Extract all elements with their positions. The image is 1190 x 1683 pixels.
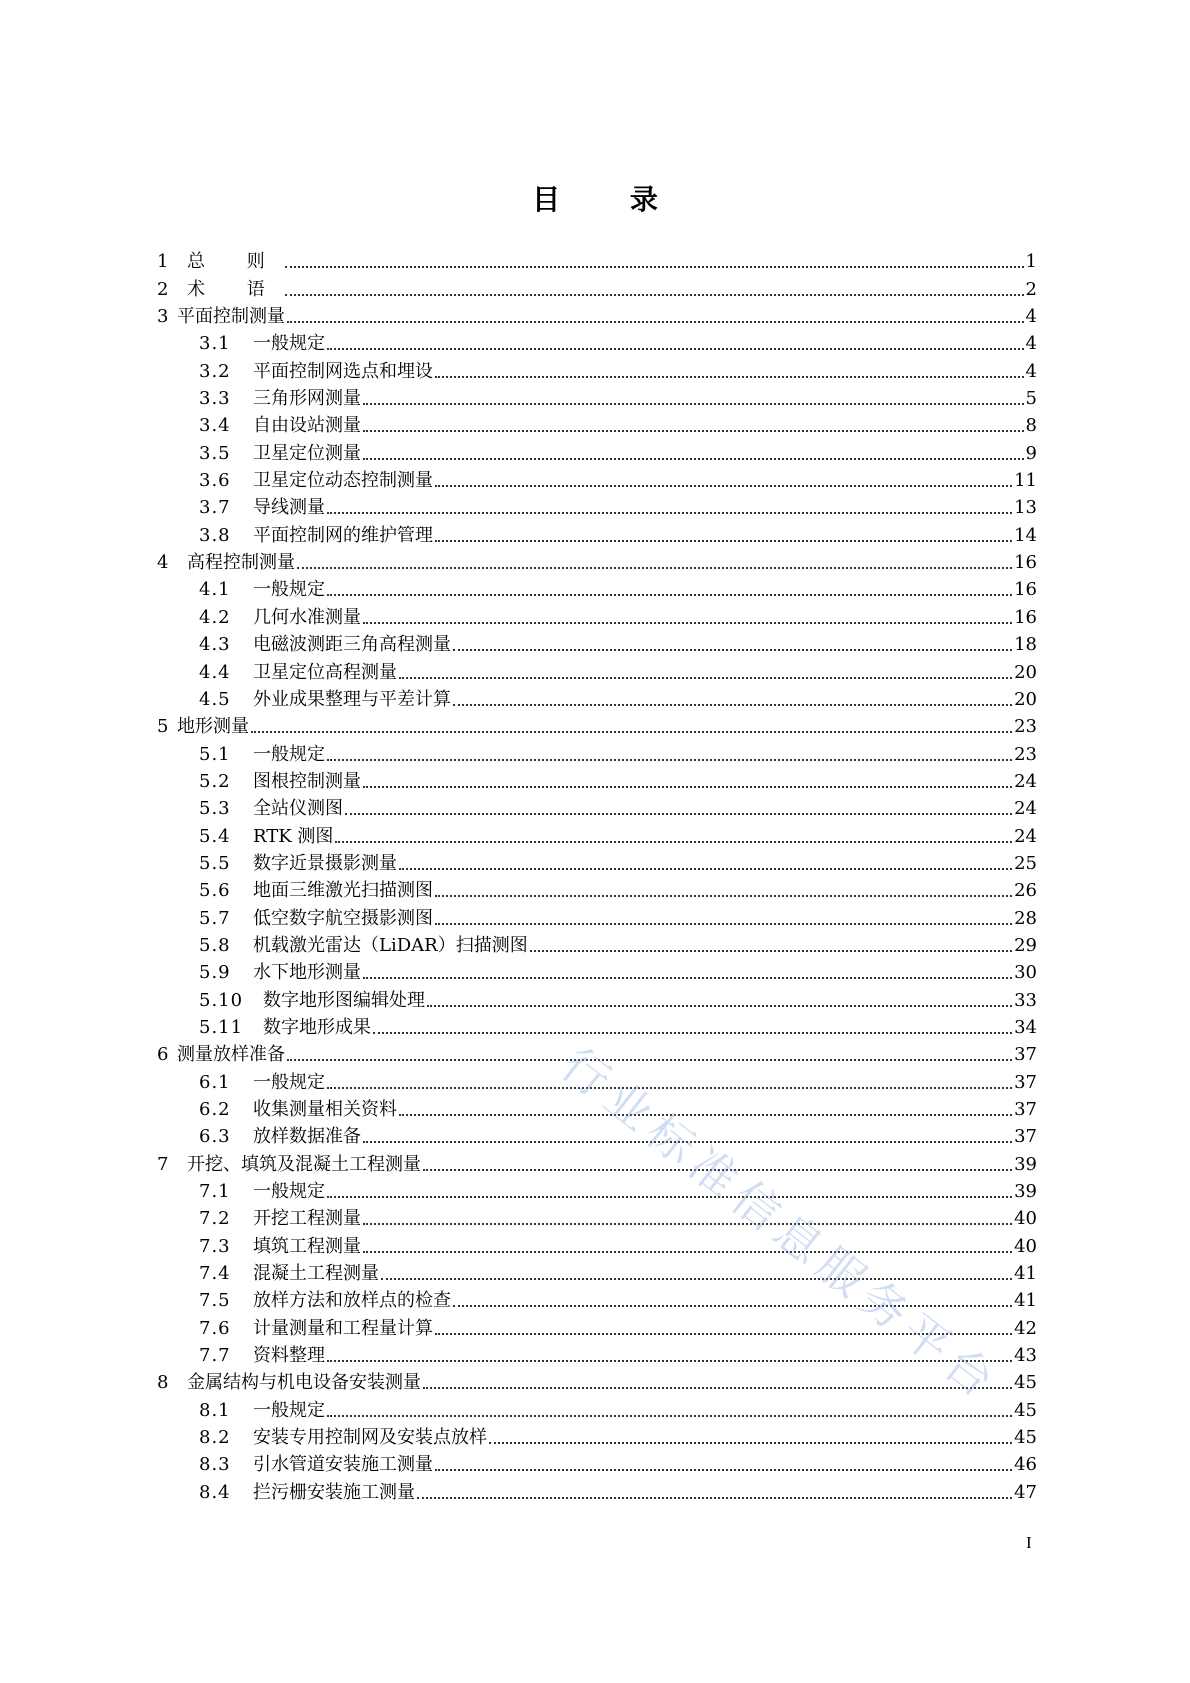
toc-dot-leader (435, 1333, 1012, 1335)
toc-dot-leader (435, 376, 1024, 378)
toc-entry-number: 4.5 (199, 688, 231, 710)
toc-entry-title: 地面三维激光扫描测图 (253, 880, 433, 902)
toc-section-entry[interactable] (157, 793, 1037, 820)
toc-entry-page: 16 (1014, 579, 1037, 601)
toc-dot-leader (373, 1032, 1012, 1034)
toc-section-entry[interactable] (157, 1258, 1037, 1285)
toc-dot-leader (297, 567, 1012, 569)
toc-entry-number: 7.2 (199, 1208, 231, 1230)
toc-dot-leader (285, 266, 1024, 268)
toc-section-entry[interactable] (157, 437, 1037, 464)
table-of-contents (157, 246, 1037, 1504)
toc-section-entry[interactable] (157, 957, 1037, 984)
toc-entry-title: RTK 测图 (253, 825, 334, 847)
toc-section-entry[interactable] (157, 738, 1037, 765)
toc-dot-leader (345, 813, 1012, 815)
toc-entry-title: 数字近景摄影测量 (253, 852, 397, 874)
toc-entry-title: 收集测量相关资料 (253, 1099, 397, 1120)
toc-section-entry[interactable] (157, 875, 1037, 902)
toc-entry-title: 图根控制测量 (253, 770, 361, 792)
toc-dot-leader (381, 1278, 1012, 1280)
toc-dot-leader (363, 622, 1012, 624)
toc-section-entry[interactable] (157, 383, 1037, 410)
toc-entry-page: 1 (1025, 251, 1037, 273)
toc-entry-number: 3.5 (199, 442, 231, 464)
toc-dot-leader (423, 1387, 1012, 1389)
toc-dot-leader (423, 1169, 1012, 1171)
toc-dot-leader (399, 1114, 1012, 1116)
toc-dot-leader (363, 458, 1024, 460)
toc-entry-title: 外业成果整理与平差计算 (253, 688, 451, 710)
toc-dot-leader (435, 1469, 1012, 1471)
toc-dot-leader (363, 977, 1012, 979)
toc-entry-title: 一般规定 (253, 743, 325, 765)
toc-section-entry[interactable] (157, 355, 1037, 382)
toc-entry-number: 8.4 (199, 1481, 231, 1503)
toc-section-entry[interactable] (157, 1121, 1037, 1148)
toc-entry-page: 41 (1014, 1263, 1037, 1285)
toc-entry-number: 5.2 (199, 770, 231, 792)
toc-entry-page: 5 (1025, 388, 1037, 410)
toc-entry-title: 术 语 (187, 278, 283, 300)
toc-entry-title: 计量测量和工程量计算 (253, 1317, 433, 1339)
toc-entry-number: 3.2 (199, 360, 231, 382)
toc-dot-leader (363, 1251, 1012, 1253)
toc-chapter-entry[interactable] (157, 246, 1037, 273)
toc-entry-number: 5.11 (199, 1016, 244, 1038)
toc-entry-page: 34 (1014, 1016, 1037, 1038)
toc-section-entry[interactable] (157, 1094, 1037, 1121)
toc-entry-page: 24 (1014, 825, 1037, 847)
toc-entry-number: 2 (157, 278, 169, 300)
toc-entry-page: 43 (1014, 1345, 1037, 1367)
toc-entry-title: 填筑工程测量 (253, 1235, 361, 1257)
toc-entry-page: 16 (1014, 606, 1037, 628)
toc-entry-page: 2 (1025, 278, 1037, 300)
toc-entry-page: 20 (1014, 661, 1037, 683)
toc-entry-number: 5.7 (199, 907, 231, 929)
toc-section-entry[interactable] (157, 1012, 1037, 1039)
toc-dot-leader (327, 1415, 1012, 1417)
toc-chapter-entry[interactable] (157, 547, 1037, 574)
toc-entry-number: 4.2 (199, 606, 231, 628)
toc-dot-leader (363, 403, 1024, 405)
toc-entry-title: 自由设站测量 (253, 415, 361, 437)
toc-entry-page: 37 (1014, 1126, 1037, 1148)
toc-entry-number: 3.3 (199, 388, 231, 410)
toc-dot-leader (489, 1442, 1012, 1444)
toc-entry-title: 引水管道安装施工测量 (253, 1454, 433, 1476)
toc-section-entry[interactable] (157, 820, 1037, 847)
toc-section-entry[interactable] (157, 1422, 1037, 1449)
watermark: 行业标准信息服务平台 (551, 1037, 1010, 1413)
toc-entry-number: 3.1 (199, 333, 231, 355)
toc-chapter-entry[interactable] (157, 1367, 1037, 1394)
toc-section-entry[interactable] (157, 492, 1037, 519)
toc-entry-number: 5.8 (199, 934, 231, 956)
toc-section-entry[interactable] (157, 629, 1037, 656)
page-number: I (1026, 1533, 1032, 1552)
toc-entry-page: 11 (1014, 470, 1037, 492)
toc-entry-page: 33 (1014, 989, 1037, 1011)
toc-entry-page: 37 (1014, 1099, 1037, 1120)
toc-entry-number: 3.6 (199, 470, 231, 492)
toc-entry-page: 18 (1014, 634, 1037, 656)
page-title: 目 录 (532, 183, 688, 216)
toc-section-entry[interactable] (157, 1285, 1037, 1312)
toc-section-entry[interactable] (157, 574, 1037, 601)
toc-section-entry[interactable] (157, 465, 1037, 492)
toc-entry-number: 7.3 (199, 1235, 231, 1257)
toc-section-entry[interactable] (157, 1176, 1037, 1203)
toc-entry-title: 数字地形图编辑处理 (263, 989, 425, 1011)
toc-entry-number: 7.1 (199, 1181, 231, 1203)
toc-entry-page: 45 (1014, 1399, 1037, 1421)
toc-section-entry[interactable] (157, 684, 1037, 711)
toc-entry-page: 8 (1025, 415, 1037, 437)
toc-dot-leader (435, 895, 1012, 897)
toc-section-entry[interactable] (157, 1340, 1037, 1367)
toc-dot-leader (327, 348, 1024, 350)
toc-section-entry[interactable] (157, 1394, 1037, 1421)
toc-entry-number: 4.4 (199, 661, 231, 683)
toc-entry-number: 5.9 (199, 962, 231, 984)
toc-dot-leader (251, 731, 1012, 733)
toc-section-entry[interactable] (157, 902, 1037, 929)
toc-dot-leader (363, 430, 1024, 432)
toc-entry-title: 放样方法和放样点的检查 (253, 1290, 451, 1312)
toc-entry-page: 41 (1014, 1290, 1037, 1312)
toc-entry-number: 8.2 (199, 1427, 231, 1449)
toc-entry-page: 30 (1014, 962, 1037, 984)
toc-entry-number: 3.4 (199, 415, 231, 437)
toc-entry-title: 一般规定 (253, 1181, 325, 1203)
toc-dot-leader (435, 923, 1012, 925)
toc-entry-title: 一般规定 (253, 1071, 325, 1093)
toc-dot-leader (427, 1005, 1012, 1007)
toc-entry-number: 5 (157, 716, 169, 738)
toc-entry-title: 资料整理 (253, 1345, 325, 1367)
toc-entry-title: 三角形网测量 (253, 388, 361, 410)
toc-entry-page: 29 (1014, 934, 1037, 956)
toc-entry-title: 拦污栅安装施工测量 (253, 1481, 415, 1503)
toc-dot-leader (435, 485, 1012, 487)
toc-entry-title: 混凝土工程测量 (253, 1263, 379, 1285)
toc-chapter-entry[interactable] (157, 1039, 1037, 1066)
toc-entry-number: 3 (157, 306, 169, 328)
toc-entry-page: 23 (1014, 716, 1037, 738)
toc-chapter-entry[interactable] (157, 273, 1037, 300)
toc-entry-page: 4 (1025, 306, 1037, 328)
toc-entry-title: 数字地形成果 (263, 1016, 371, 1038)
toc-dot-leader (399, 868, 1012, 870)
toc-entry-number: 8.3 (199, 1454, 231, 1476)
toc-entry-title: 平面控制测量 (177, 306, 285, 328)
toc-entry-page: 14 (1014, 524, 1037, 546)
toc-entry-number: 5.3 (199, 798, 231, 820)
toc-section-entry[interactable] (157, 1476, 1037, 1503)
toc-entry-page: 16 (1014, 552, 1037, 574)
toc-entry-page: 26 (1014, 880, 1037, 902)
toc-dot-leader (453, 1305, 1012, 1307)
toc-entry-title: 一般规定 (253, 1399, 325, 1421)
toc-section-entry[interactable] (157, 1230, 1037, 1257)
toc-entry-number: 5.5 (199, 852, 231, 874)
toc-entry-title: 机载激光雷达（LiDAR）扫描测图 (253, 934, 528, 956)
toc-entry-title: 开挖工程测量 (253, 1208, 361, 1230)
toc-entry-number: 6.1 (199, 1071, 231, 1093)
toc-entry-title: 金属结构与机电设备安装测量 (187, 1372, 421, 1394)
toc-section-entry[interactable] (157, 1203, 1037, 1230)
toc-entry-title: 放样数据准备 (253, 1126, 361, 1148)
toc-entry-title: 平面控制网选点和埋设 (253, 360, 433, 382)
toc-chapter-entry[interactable] (157, 1148, 1037, 1175)
toc-dot-leader (287, 1059, 1012, 1061)
toc-section-entry[interactable] (157, 328, 1037, 355)
toc-entry-page: 37 (1014, 1044, 1037, 1066)
toc-entry-title: 安装专用控制网及安装点放样 (253, 1427, 487, 1449)
toc-section-entry[interactable] (157, 601, 1037, 628)
toc-entry-title: 一般规定 (253, 579, 325, 601)
toc-entry-number: 6.3 (199, 1126, 231, 1148)
toc-entry-number: 7.5 (199, 1290, 231, 1312)
toc-entry-page: 39 (1014, 1153, 1037, 1175)
toc-entry-title: 卫星定位高程测量 (253, 661, 397, 683)
toc-entry-title: 卫星定位动态控制测量 (253, 470, 433, 492)
toc-entry-page: 40 (1014, 1208, 1037, 1230)
toc-entry-number: 3.7 (199, 497, 231, 519)
toc-dot-leader (453, 704, 1012, 706)
toc-entry-title: 水下地形测量 (253, 962, 361, 984)
toc-entry-page: 20 (1014, 688, 1037, 710)
toc-entry-page: 45 (1014, 1372, 1037, 1394)
toc-entry-page: 40 (1014, 1235, 1037, 1257)
toc-entry-number: 5.10 (199, 989, 244, 1011)
toc-section-entry[interactable] (157, 519, 1037, 546)
toc-entry-number: 7.4 (199, 1263, 231, 1285)
toc-section-entry[interactable] (157, 984, 1037, 1011)
toc-entry-number: 6 (157, 1044, 169, 1066)
toc-entry-page: 47 (1014, 1481, 1037, 1503)
toc-dot-leader (327, 1087, 1012, 1089)
toc-entry-page: 37 (1014, 1071, 1037, 1093)
toc-dot-leader (399, 677, 1012, 679)
toc-entry-title: 总 则 (187, 251, 283, 273)
toc-entry-page: 42 (1014, 1317, 1037, 1339)
toc-dot-leader (285, 294, 1024, 296)
toc-entry-title: 导线测量 (253, 497, 325, 519)
toc-chapter-entry[interactable] (157, 301, 1037, 328)
toc-section-entry[interactable] (157, 1312, 1037, 1339)
toc-entry-number: 7.7 (199, 1345, 231, 1367)
toc-entry-title: 高程控制测量 (187, 552, 295, 574)
toc-entry-page: 24 (1014, 798, 1037, 820)
toc-entry-number: 4 (157, 552, 169, 574)
toc-entry-number: 4.3 (199, 634, 231, 656)
toc-entry-number: 5.4 (199, 825, 231, 847)
toc-dot-leader (363, 786, 1012, 788)
toc-dot-leader (363, 1141, 1012, 1143)
toc-entry-number: 3.8 (199, 524, 231, 546)
toc-dot-leader (327, 594, 1012, 596)
toc-dot-leader (335, 841, 1012, 843)
toc-section-entry[interactable] (157, 656, 1037, 683)
toc-entry-title: 低空数字航空摄影测图 (253, 907, 433, 929)
toc-entry-number: 4.1 (199, 579, 231, 601)
toc-dot-leader (530, 950, 1012, 952)
toc-entry-page: 28 (1014, 907, 1037, 929)
toc-dot-leader (287, 321, 1024, 323)
toc-entry-number: 5.6 (199, 880, 231, 902)
toc-entry-title: 几何水准测量 (253, 606, 361, 628)
toc-entry-number: 8 (157, 1372, 169, 1394)
toc-dot-leader (327, 759, 1012, 761)
toc-entry-page: 4 (1025, 360, 1037, 382)
toc-section-entry[interactable] (157, 930, 1037, 957)
toc-entry-title: 测量放样准备 (177, 1044, 285, 1066)
toc-entry-page: 39 (1014, 1181, 1037, 1203)
toc-entry-number: 8.1 (199, 1399, 231, 1421)
toc-dot-leader (453, 649, 1012, 651)
toc-entry-title: 地形测量 (177, 716, 249, 738)
toc-entry-number: 5.1 (199, 743, 231, 765)
toc-entry-page: 13 (1014, 497, 1037, 519)
toc-section-entry[interactable] (157, 1449, 1037, 1476)
toc-entry-title: 一般规定 (253, 333, 325, 355)
toc-entry-title: 全站仪测图 (253, 798, 343, 820)
toc-entry-title: 电磁波测距三角高程测量 (253, 634, 451, 656)
toc-entry-number: 6.2 (199, 1099, 231, 1120)
toc-entry-title: 平面控制网的维护管理 (253, 524, 433, 546)
toc-entry-page: 9 (1025, 442, 1037, 464)
toc-entry-page: 4 (1025, 333, 1037, 355)
toc-entry-title: 开挖、填筑及混凝土工程测量 (187, 1153, 421, 1175)
toc-section-entry[interactable] (157, 848, 1037, 875)
toc-entry-page: 23 (1014, 743, 1037, 765)
toc-section-entry[interactable] (157, 1066, 1037, 1093)
toc-dot-leader (327, 1360, 1012, 1362)
toc-entry-title: 卫星定位测量 (253, 442, 361, 464)
toc-entry-page: 45 (1014, 1427, 1037, 1449)
toc-chapter-entry[interactable] (157, 711, 1037, 738)
toc-dot-leader (363, 1223, 1012, 1225)
toc-section-entry[interactable] (157, 766, 1037, 793)
toc-dot-leader (327, 1196, 1012, 1198)
toc-dot-leader (327, 512, 1012, 514)
toc-entry-page: 25 (1014, 852, 1037, 874)
toc-section-entry[interactable] (157, 410, 1037, 437)
toc-entry-page: 24 (1014, 770, 1037, 792)
toc-entry-page: 46 (1014, 1454, 1037, 1476)
toc-entry-number: 7.6 (199, 1317, 231, 1339)
toc-dot-leader (435, 540, 1012, 542)
toc-entry-number: 1 (157, 251, 169, 273)
toc-entry-number: 7 (157, 1153, 169, 1175)
toc-dot-leader (417, 1497, 1012, 1499)
